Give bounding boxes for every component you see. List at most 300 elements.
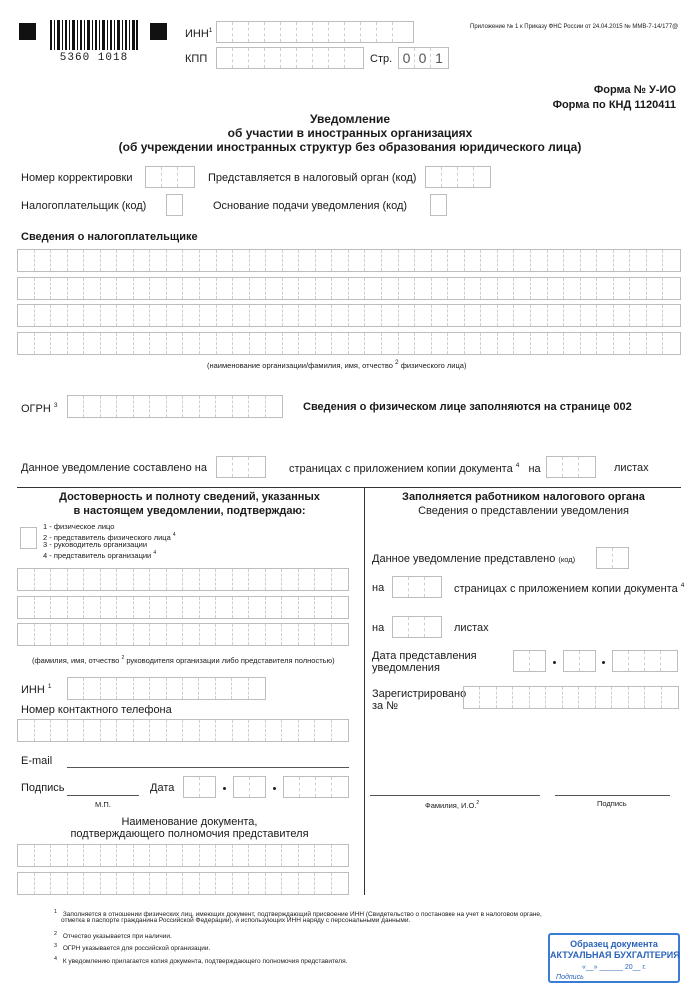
input-cell[interactable]: [299, 624, 316, 645]
input-cell[interactable]: [548, 333, 565, 354]
doc-name-row[interactable]: [17, 872, 349, 895]
registration-number-cells[interactable]: [463, 686, 679, 709]
taxpayer-name-row[interactable]: [17, 304, 681, 327]
input-cell[interactable]: [498, 305, 515, 326]
input-cell[interactable]: [266, 396, 282, 417]
input-cell[interactable]: [35, 873, 52, 894]
input-cell[interactable]: [35, 569, 52, 590]
input-cell[interactable]: [663, 305, 680, 326]
input-cell[interactable]: [514, 305, 531, 326]
input-cell[interactable]: [150, 720, 167, 741]
input-cell[interactable]: [480, 687, 496, 708]
input-cell[interactable]: [465, 278, 482, 299]
input-cell[interactable]: [183, 845, 200, 866]
input-cell[interactable]: [216, 569, 233, 590]
input-cell[interactable]: [349, 333, 366, 354]
input-cell[interactable]: [382, 305, 399, 326]
input-cell[interactable]: [448, 278, 465, 299]
input-cell[interactable]: [68, 250, 85, 271]
taxpayer-name-row[interactable]: [17, 332, 681, 355]
input-cell[interactable]: [663, 278, 680, 299]
input-cell[interactable]: [216, 597, 233, 618]
input-cell[interactable]: [183, 678, 199, 699]
input-cell[interactable]: [68, 720, 85, 741]
input-cell[interactable]: [51, 873, 68, 894]
input-cell[interactable]: [216, 396, 232, 417]
input-cell[interactable]: [663, 250, 680, 271]
input-cell[interactable]: [150, 678, 166, 699]
input-cell[interactable]: [514, 250, 531, 271]
phone-cells[interactable]: [17, 719, 349, 742]
input-cell[interactable]: [465, 250, 482, 271]
input-cell[interactable]: [101, 305, 118, 326]
inn-cells[interactable]: [216, 21, 414, 43]
email-underline[interactable]: [67, 767, 349, 768]
input-cell[interactable]: [332, 250, 349, 271]
input-cell[interactable]: [35, 250, 52, 271]
input-cell[interactable]: [299, 873, 316, 894]
taxpayer-name-row[interactable]: [17, 277, 681, 300]
input-cell[interactable]: [134, 624, 151, 645]
input-cell[interactable]: [612, 687, 628, 708]
input-cell[interactable]: [200, 305, 217, 326]
input-cell[interactable]: [134, 250, 151, 271]
input-cell[interactable]: [249, 845, 266, 866]
input-cell[interactable]: [481, 250, 498, 271]
input-cell[interactable]: [282, 597, 299, 618]
input-cell[interactable]: [614, 305, 631, 326]
input-cell[interactable]: [448, 333, 465, 354]
input-cell[interactable]: [614, 333, 631, 354]
input-cell[interactable]: [84, 597, 101, 618]
input-cell[interactable]: [546, 687, 562, 708]
input-cell[interactable]: [233, 305, 250, 326]
input-cell[interactable]: [84, 845, 101, 866]
input-cell[interactable]: [183, 624, 200, 645]
taxpayer-name-row[interactable]: [17, 249, 681, 272]
input-cell[interactable]: [167, 624, 184, 645]
input-cell[interactable]: [68, 873, 85, 894]
input-cell[interactable]: [647, 333, 664, 354]
input-cell[interactable]: [283, 278, 300, 299]
input-cell[interactable]: [183, 873, 200, 894]
input-cell[interactable]: [266, 845, 283, 866]
input-cell[interactable]: [283, 305, 300, 326]
input-cell[interactable]: [84, 305, 101, 326]
input-cell[interactable]: [18, 250, 35, 271]
input-cell[interactable]: [464, 687, 480, 708]
input-cell[interactable]: [134, 845, 151, 866]
input-cell[interactable]: [432, 333, 449, 354]
input-cell[interactable]: [415, 305, 432, 326]
input-cell[interactable]: [35, 845, 52, 866]
input-cell[interactable]: [481, 305, 498, 326]
input-cell[interactable]: [481, 278, 498, 299]
input-cell[interactable]: [167, 250, 184, 271]
input-cell[interactable]: [200, 250, 217, 271]
input-cell[interactable]: [216, 873, 233, 894]
input-cell[interactable]: [645, 687, 661, 708]
input-cell[interactable]: [614, 250, 631, 271]
input-cell[interactable]: [316, 250, 333, 271]
input-cell[interactable]: [150, 333, 167, 354]
input-cell[interactable]: [266, 333, 283, 354]
input-cell[interactable]: [51, 250, 68, 271]
input-cell[interactable]: [233, 278, 250, 299]
input-cell[interactable]: [134, 569, 151, 590]
input-cell[interactable]: [332, 305, 349, 326]
pages-count-cells[interactable]: [216, 456, 266, 478]
input-cell[interactable]: [266, 305, 283, 326]
input-cell[interactable]: [531, 333, 548, 354]
input-cell[interactable]: [35, 597, 52, 618]
input-cell[interactable]: [282, 624, 299, 645]
input-cell[interactable]: [630, 250, 647, 271]
input-cell[interactable]: [216, 720, 233, 741]
input-cell[interactable]: [316, 333, 333, 354]
input-cell[interactable]: [299, 278, 316, 299]
input-cell[interactable]: [200, 396, 216, 417]
input-cell[interactable]: [332, 569, 349, 590]
input-cell[interactable]: [167, 845, 184, 866]
submission-month-cells[interactable]: [563, 650, 596, 672]
input-cell[interactable]: [217, 333, 234, 354]
input-cell[interactable]: [282, 845, 299, 866]
input-cell[interactable]: [513, 687, 529, 708]
input-cell[interactable]: [84, 678, 100, 699]
date-year-cells[interactable]: [283, 776, 349, 798]
input-cell[interactable]: [498, 333, 515, 354]
input-cell[interactable]: [216, 845, 233, 866]
input-cell[interactable]: [150, 305, 167, 326]
tax-authority-cells[interactable]: [425, 166, 491, 188]
input-cell[interactable]: [200, 569, 217, 590]
input-cell[interactable]: [18, 305, 35, 326]
input-cell[interactable]: [35, 333, 52, 354]
input-cell[interactable]: [399, 333, 416, 354]
input-cell[interactable]: [18, 845, 35, 866]
input-cell[interactable]: [630, 305, 647, 326]
input-cell[interactable]: [432, 305, 449, 326]
input-cell[interactable]: [134, 333, 151, 354]
input-cell[interactable]: [233, 250, 250, 271]
input-cell[interactable]: [299, 569, 316, 590]
input-cell[interactable]: [200, 845, 217, 866]
input-cell[interactable]: [365, 278, 382, 299]
input-cell[interactable]: [597, 305, 614, 326]
input-cell[interactable]: [399, 250, 416, 271]
input-cell[interactable]: [51, 333, 68, 354]
input-cell[interactable]: [630, 333, 647, 354]
input-cell[interactable]: [282, 720, 299, 741]
input-cell[interactable]: [332, 873, 349, 894]
input-cell[interactable]: [581, 250, 598, 271]
input-cell[interactable]: [167, 873, 184, 894]
input-cell[interactable]: [216, 624, 233, 645]
input-cell[interactable]: [266, 250, 283, 271]
input-cell[interactable]: [167, 720, 184, 741]
input-cell[interactable]: [68, 278, 85, 299]
input-cell[interactable]: [51, 305, 68, 326]
input-cell[interactable]: [167, 678, 183, 699]
input-cell[interactable]: [564, 333, 581, 354]
input-cell[interactable]: [282, 873, 299, 894]
input-cell[interactable]: [315, 873, 332, 894]
input-cell[interactable]: [531, 305, 548, 326]
input-cell[interactable]: [249, 624, 266, 645]
input-cell[interactable]: [266, 873, 283, 894]
input-cell[interactable]: [117, 597, 134, 618]
input-cell[interactable]: [299, 333, 316, 354]
input-cell[interactable]: [51, 597, 68, 618]
input-cell[interactable]: [117, 873, 134, 894]
input-cell[interactable]: [101, 569, 118, 590]
input-cell[interactable]: [68, 396, 84, 417]
submission-day-cells[interactable]: [513, 650, 546, 672]
input-cell[interactable]: [315, 624, 332, 645]
input-cell[interactable]: [596, 687, 612, 708]
ogrn-cells[interactable]: [67, 395, 283, 418]
input-cell[interactable]: [117, 333, 134, 354]
input-cell[interactable]: [315, 569, 332, 590]
input-cell[interactable]: [249, 678, 265, 699]
input-cell[interactable]: [35, 278, 52, 299]
submission-year-cells[interactable]: [612, 650, 678, 672]
input-cell[interactable]: [183, 278, 200, 299]
input-cell[interactable]: [35, 624, 52, 645]
input-cell[interactable]: [35, 720, 52, 741]
input-cell[interactable]: [51, 278, 68, 299]
input-cell[interactable]: [283, 333, 300, 354]
input-cell[interactable]: [249, 720, 266, 741]
input-cell[interactable]: [200, 624, 217, 645]
input-cell[interactable]: [18, 278, 35, 299]
input-cell[interactable]: [332, 845, 349, 866]
input-cell[interactable]: [382, 278, 399, 299]
input-cell[interactable]: [497, 687, 513, 708]
input-cell[interactable]: [266, 720, 283, 741]
input-cell[interactable]: [101, 678, 117, 699]
input-cell[interactable]: [167, 569, 184, 590]
input-cell[interactable]: [84, 624, 101, 645]
input-cell[interactable]: [349, 305, 366, 326]
input-cell[interactable]: [465, 305, 482, 326]
input-cell[interactable]: [315, 845, 332, 866]
input-cell[interactable]: [332, 597, 349, 618]
input-cell[interactable]: [199, 678, 215, 699]
input-cell[interactable]: [101, 278, 118, 299]
input-cell[interactable]: [216, 678, 232, 699]
input-cell[interactable]: [200, 333, 217, 354]
input-cell[interactable]: [84, 333, 101, 354]
input-cell[interactable]: [183, 250, 200, 271]
input-cell[interactable]: [266, 569, 283, 590]
input-cell[interactable]: [481, 333, 498, 354]
input-cell[interactable]: [68, 624, 85, 645]
input-cell[interactable]: [117, 624, 134, 645]
officer-fio-line[interactable]: [370, 795, 540, 796]
input-cell[interactable]: [167, 597, 184, 618]
input-cell[interactable]: [332, 278, 349, 299]
input-cell[interactable]: [101, 597, 118, 618]
input-cell[interactable]: [167, 333, 184, 354]
input-cell[interactable]: [18, 569, 35, 590]
input-cell[interactable]: [117, 720, 134, 741]
input-cell[interactable]: [581, 278, 598, 299]
input-cell[interactable]: [134, 678, 150, 699]
input-cell[interactable]: [597, 250, 614, 271]
input-cell[interactable]: [597, 333, 614, 354]
input-cell[interactable]: [51, 720, 68, 741]
input-cell[interactable]: [200, 278, 217, 299]
input-cell[interactable]: [233, 845, 250, 866]
input-cell[interactable]: [432, 250, 449, 271]
sheets-count-cells[interactable]: [546, 456, 596, 478]
input-cell[interactable]: [250, 305, 267, 326]
input-cell[interactable]: [117, 250, 134, 271]
input-cell[interactable]: [233, 624, 250, 645]
input-cell[interactable]: [315, 597, 332, 618]
input-cell[interactable]: [365, 305, 382, 326]
input-cell[interactable]: [68, 305, 85, 326]
input-cell[interactable]: [134, 396, 150, 417]
input-cell[interactable]: [647, 250, 664, 271]
input-cell[interactable]: [266, 597, 283, 618]
input-cell[interactable]: [134, 278, 151, 299]
input-cell[interactable]: [150, 845, 167, 866]
input-cell[interactable]: [299, 720, 316, 741]
input-cell[interactable]: [68, 845, 85, 866]
signer-type-cell[interactable]: [20, 527, 37, 549]
input-cell[interactable]: [647, 305, 664, 326]
input-cell[interactable]: [382, 333, 399, 354]
input-cell[interactable]: [183, 333, 200, 354]
input-cell[interactable]: [217, 278, 234, 299]
input-cell[interactable]: [150, 569, 167, 590]
input-cell[interactable]: [316, 278, 333, 299]
input-cell[interactable]: [299, 250, 316, 271]
input-cell[interactable]: [51, 845, 68, 866]
right-sheets-cells[interactable]: [392, 616, 442, 638]
input-cell[interactable]: [117, 569, 134, 590]
input-cell[interactable]: [68, 333, 85, 354]
input-cell[interactable]: [183, 569, 200, 590]
input-cell[interactable]: [249, 396, 265, 417]
input-cell[interactable]: [217, 305, 234, 326]
input-cell[interactable]: [332, 624, 349, 645]
date-month-cells[interactable]: [233, 776, 266, 798]
input-cell[interactable]: [68, 597, 85, 618]
input-cell[interactable]: [629, 687, 645, 708]
input-cell[interactable]: [101, 333, 118, 354]
input-cell[interactable]: [548, 305, 565, 326]
input-cell[interactable]: [548, 250, 565, 271]
input-cell[interactable]: [183, 597, 200, 618]
input-cell[interactable]: [563, 687, 579, 708]
input-cell[interactable]: [564, 278, 581, 299]
officer-sign-line[interactable]: [555, 795, 670, 796]
input-cell[interactable]: [448, 305, 465, 326]
input-cell[interactable]: [233, 873, 250, 894]
input-cell[interactable]: [217, 250, 234, 271]
right-pages-cells[interactable]: [392, 576, 442, 598]
input-cell[interactable]: [299, 597, 316, 618]
input-cell[interactable]: [663, 333, 680, 354]
input-cell[interactable]: [183, 305, 200, 326]
input-cell[interactable]: [498, 278, 515, 299]
input-cell[interactable]: [233, 720, 250, 741]
signer-fio-row[interactable]: [17, 568, 349, 591]
input-cell[interactable]: [101, 624, 118, 645]
input-cell[interactable]: [51, 624, 68, 645]
input-cell[interactable]: [183, 396, 199, 417]
input-cell[interactable]: [315, 720, 332, 741]
input-cell[interactable]: [531, 250, 548, 271]
input-cell[interactable]: [365, 333, 382, 354]
input-cell[interactable]: [84, 278, 101, 299]
input-cell[interactable]: [233, 597, 250, 618]
input-cell[interactable]: [316, 305, 333, 326]
input-cell[interactable]: [581, 333, 598, 354]
date-day-cells[interactable]: [183, 776, 216, 798]
input-cell[interactable]: [18, 720, 35, 741]
signer-inn-cells[interactable]: [67, 677, 266, 700]
kpp-cells[interactable]: [216, 47, 364, 69]
input-cell[interactable]: [514, 333, 531, 354]
input-cell[interactable]: [150, 624, 167, 645]
input-cell[interactable]: [150, 250, 167, 271]
input-cell[interactable]: [647, 278, 664, 299]
input-cell[interactable]: [249, 569, 266, 590]
input-cell[interactable]: [134, 597, 151, 618]
input-cell[interactable]: [249, 597, 266, 618]
input-cell[interactable]: [167, 396, 183, 417]
input-cell[interactable]: [233, 396, 249, 417]
input-cell[interactable]: [399, 278, 416, 299]
input-cell[interactable]: [266, 624, 283, 645]
input-cell[interactable]: [530, 687, 546, 708]
input-cell[interactable]: [84, 250, 101, 271]
basis-cell[interactable]: [430, 194, 447, 216]
input-cell[interactable]: [233, 569, 250, 590]
input-cell[interactable]: [597, 278, 614, 299]
input-cell[interactable]: [299, 305, 316, 326]
input-cell[interactable]: [349, 250, 366, 271]
input-cell[interactable]: [84, 396, 100, 417]
input-cell[interactable]: [18, 873, 35, 894]
input-cell[interactable]: [465, 333, 482, 354]
input-cell[interactable]: [200, 720, 217, 741]
input-cell[interactable]: [200, 597, 217, 618]
signature-line[interactable]: [67, 795, 139, 796]
input-cell[interactable]: [18, 624, 35, 645]
input-cell[interactable]: [282, 569, 299, 590]
input-cell[interactable]: [250, 333, 267, 354]
input-cell[interactable]: [349, 278, 366, 299]
input-cell[interactable]: [514, 278, 531, 299]
input-cell[interactable]: [266, 278, 283, 299]
doc-name-row[interactable]: [17, 844, 349, 867]
input-cell[interactable]: [150, 278, 167, 299]
input-cell[interactable]: [283, 250, 300, 271]
input-cell[interactable]: [332, 720, 349, 741]
input-cell[interactable]: [117, 845, 134, 866]
input-cell[interactable]: [548, 278, 565, 299]
signer-fio-row[interactable]: [17, 623, 349, 646]
taxpayer-code-cell[interactable]: [166, 194, 183, 216]
input-cell[interactable]: [630, 278, 647, 299]
input-cell[interactable]: [101, 396, 117, 417]
